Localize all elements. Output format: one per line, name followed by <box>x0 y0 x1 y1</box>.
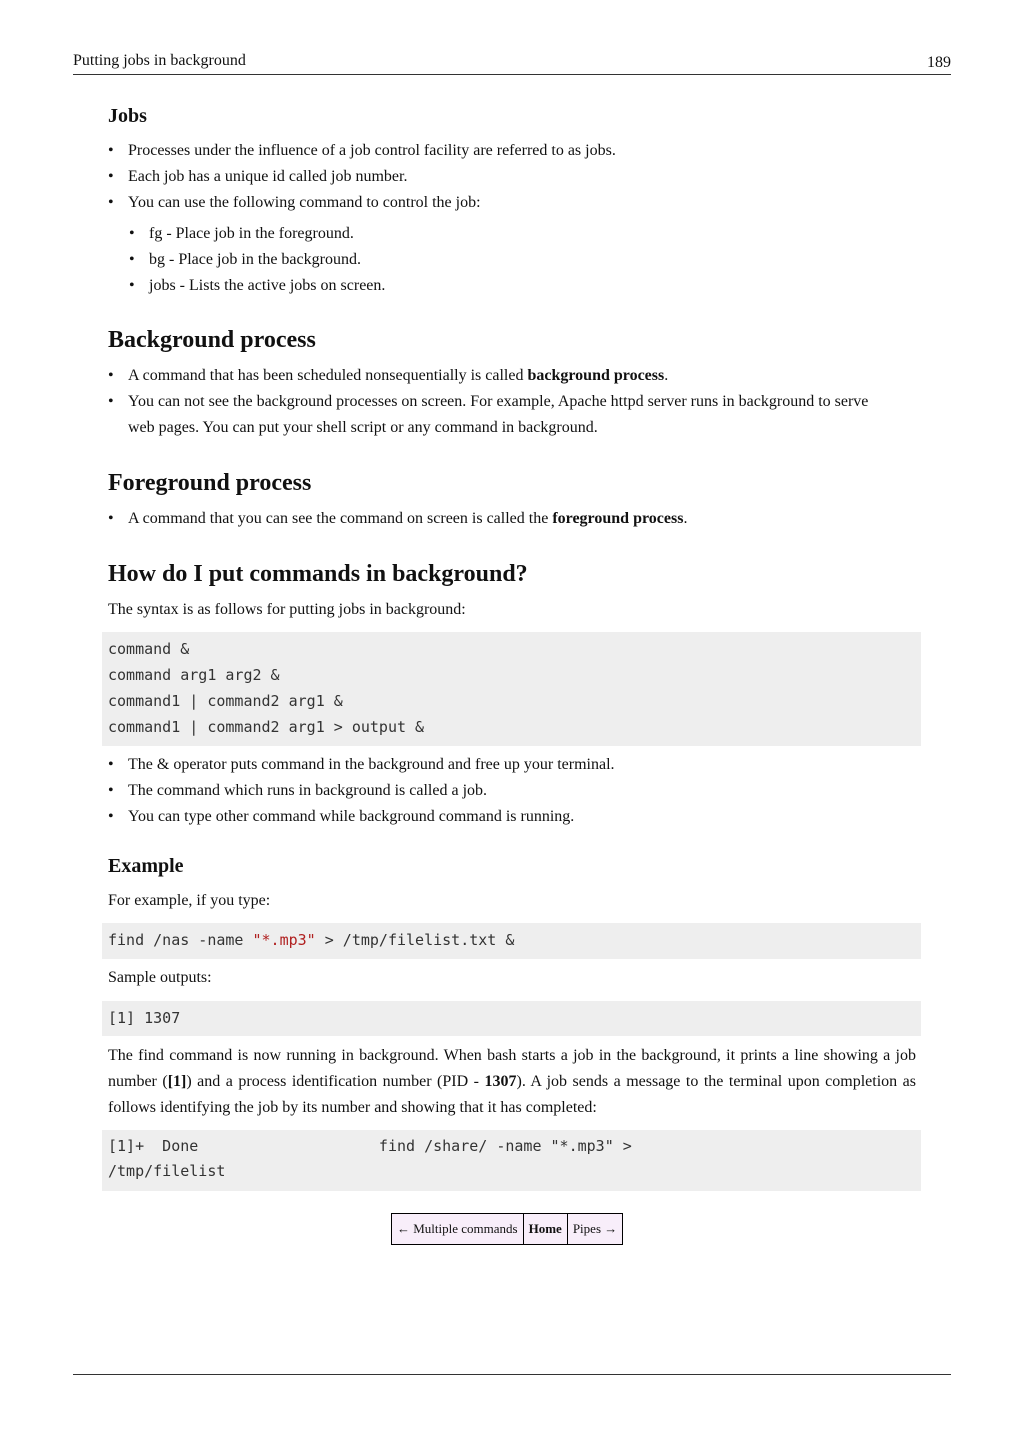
footer-rule <box>73 1374 951 1375</box>
code-block-done-output: [1]+ Done find /share/ -name "*.mp3" > /tmp/filelist <box>102 1130 921 1191</box>
page-number: 189 <box>927 54 951 71</box>
list-item: • A command that has been scheduled nonsequentially is called background process. <box>108 363 898 389</box>
section-heading-how-to: How do I put commands in background? <box>108 561 528 587</box>
navigation-box <box>391 1213 623 1245</box>
list-item: • Each job has a unique id called job number. <box>108 164 616 190</box>
list-item: • jobs - Lists the active jobs on screen. <box>129 273 385 299</box>
how-to-intro: The syntax is as follows for putting jobs in background: <box>108 601 466 618</box>
code-block-sample-output: [1] 1307 <box>102 1001 921 1036</box>
list-item: • The & operator puts command in the background and free up your terminal. <box>108 752 615 778</box>
section-heading-foreground-process: Foreground process <box>108 470 312 496</box>
code-block-find-command: find /nas -name "*.mp3" > /tmp/filelist.txt & <box>102 923 921 959</box>
page-header <box>73 50 951 75</box>
jobs-bullet-list <box>108 138 616 216</box>
nav-prev-link[interactable]: ← Multiple commands <box>392 1214 524 1245</box>
jobs-sub-list <box>129 221 385 299</box>
explanation-paragraph: The find command is now running in background. When bash starts a job in the background, it prints a line showing a job number ([1]) and a process identification number (PID - 1307). A job sends a message to the terminal upon completion as follows identifying the job by its number and showing that it has completed: <box>108 1047 916 1116</box>
code-block-syntax: command & command arg1 arg2 & command1 | command2 arg1 & command1 | command2 arg1 > output & <box>102 632 921 746</box>
list-item: • Processes under the influence of a job control facility are referred to as jobs. <box>108 138 616 164</box>
foreground-bullet-list <box>108 506 687 532</box>
list-item: • bg - Place job in the background. <box>129 247 385 273</box>
list-item: • You can type other command while background command is running. <box>108 804 615 830</box>
list-item: • fg - Place job in the foreground. <box>129 221 385 247</box>
section-heading-jobs: Jobs <box>108 105 147 127</box>
list-item: • The command which runs in background is called a job. <box>108 778 615 804</box>
list-item: • You can not see the background processes on screen. For example, Apache httpd server runs in background to serve web pages. You can put your shell script or any command in background. <box>108 389 898 441</box>
how-to-bullet-list <box>108 752 615 830</box>
running-title: Putting jobs in background <box>73 52 246 69</box>
sample-outputs-label: Sample outputs: <box>108 969 212 986</box>
list-item: • A command that you can see the command on screen is called the foreground process. <box>108 506 687 532</box>
term-background-process: background process <box>527 367 665 384</box>
section-heading-example: Example <box>108 855 184 877</box>
example-intro: For example, if you type: <box>108 892 271 909</box>
section-heading-background-process: Background process <box>108 327 316 353</box>
list-item: • You can use the following command to control the job: <box>108 190 616 216</box>
string-literal: "*.mp3" <box>252 931 316 949</box>
term-foreground-process: foreground process <box>552 510 684 527</box>
nav-next-link[interactable]: Pipes → <box>567 1214 622 1245</box>
background-bullet-list <box>108 363 898 441</box>
nav-home-link[interactable]: Home <box>523 1214 567 1245</box>
